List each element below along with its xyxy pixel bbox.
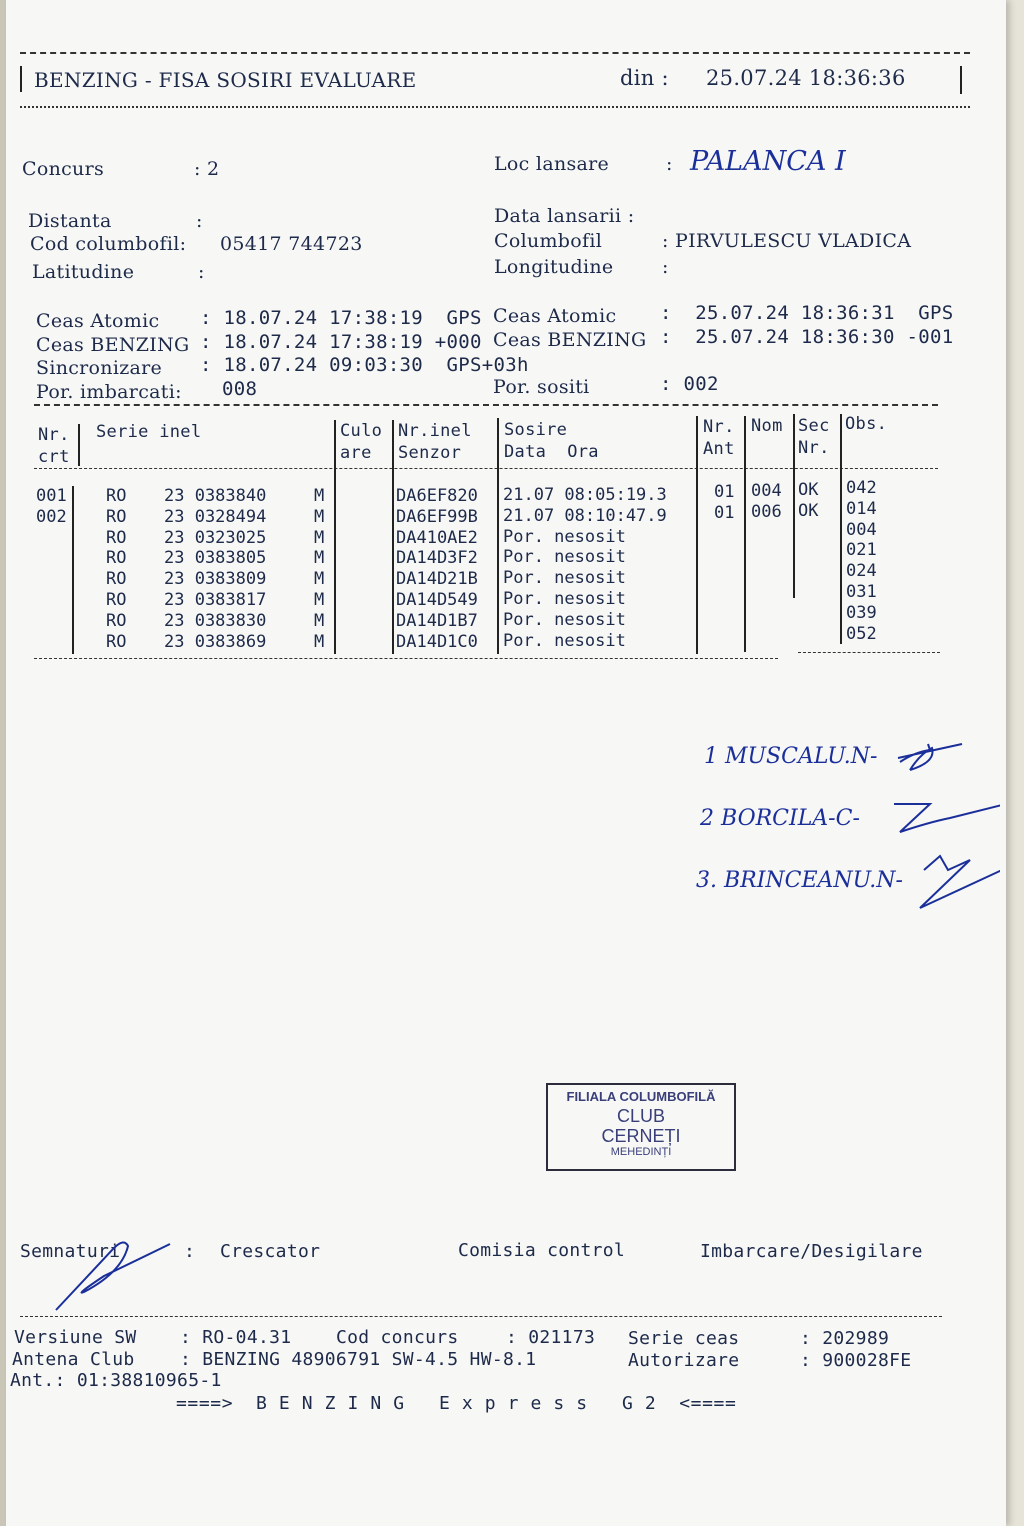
stamp-line-1: FILIALA COLUMBOFILĂ bbox=[566, 1089, 716, 1104]
right-ceas-atomic-label: Ceas Atomic bbox=[493, 305, 617, 327]
table-row-6-country: RO bbox=[106, 589, 127, 610]
stamp-line-3: CERNEȚI bbox=[601, 1126, 681, 1146]
table-row-6-ring: 23 0383817 bbox=[164, 589, 267, 610]
versiune-label: Versiune SW bbox=[14, 1327, 137, 1348]
column-obs bbox=[846, 478, 877, 644]
table-row-1-obs: 042 bbox=[846, 478, 877, 498]
column-nr bbox=[36, 486, 67, 528]
table-row-5-sex: M bbox=[314, 569, 325, 590]
table-row-2-nr: 002 bbox=[36, 506, 67, 527]
table-row-6-sex: M bbox=[314, 589, 325, 610]
table-row-2-ant: 01 bbox=[714, 502, 735, 523]
table-row-5-country: RO bbox=[106, 569, 127, 590]
loc-lansare-colon: : bbox=[666, 153, 673, 175]
table-row-8-sosire: Por. nesosit bbox=[503, 630, 626, 651]
table-row-5-senzor: DA14D21B bbox=[396, 569, 478, 590]
serie-ceas-label: Serie ceas bbox=[628, 1328, 740, 1349]
table-row-1-ant: 01 bbox=[714, 482, 735, 502]
table-row-5-sosire: Por. nesosit bbox=[503, 568, 626, 589]
cod-columbofil-value: 05417 744723 bbox=[220, 233, 363, 255]
table-row-4-obs: 021 bbox=[846, 540, 877, 561]
distanta-value: : bbox=[196, 210, 203, 232]
ant-line: Ant.: 01:38810965-1 bbox=[10, 1370, 222, 1391]
stamp-line-2: CLUB bbox=[616, 1106, 665, 1126]
table-row-8-obs: 052 bbox=[846, 623, 877, 644]
table-row-1-country: RO bbox=[106, 486, 127, 506]
handwritten-line-2: 2 BORCILA-C- bbox=[700, 806, 860, 831]
por-imbarcati-label: Por. imbarcati: bbox=[36, 380, 182, 403]
por-imbarcati-value: 008 bbox=[222, 377, 258, 400]
right-clock-values bbox=[660, 302, 953, 396]
distanta-label: Distanta bbox=[28, 210, 112, 232]
table-row-6-obs: 031 bbox=[846, 581, 877, 602]
ceas-atomic-label: Ceas Atomic bbox=[36, 310, 160, 332]
club-stamp bbox=[546, 1083, 736, 1171]
stamp-line-4: MEHEDINȚI bbox=[610, 1146, 672, 1158]
table-row-2-obs: 014 bbox=[846, 498, 877, 519]
header-nr-crt: Nr. crt bbox=[38, 425, 70, 467]
header-top-rule bbox=[20, 52, 970, 54]
ceas-atomic-value: : 18.07.24 17:38:19 GPS bbox=[200, 307, 482, 329]
table-row-7-sex: M bbox=[314, 610, 325, 631]
table-row-3-sex: M bbox=[314, 527, 325, 548]
por-sositi-label: Por. sositi bbox=[493, 375, 590, 398]
col-sep-4 bbox=[497, 418, 499, 654]
table-row-2-sec: OK bbox=[798, 500, 819, 521]
table-row-1-sex: M bbox=[314, 486, 325, 506]
concurs-value: : 2 bbox=[194, 158, 220, 180]
table-row-1-nom: 004 bbox=[751, 481, 782, 501]
col-sep-3 bbox=[392, 420, 394, 654]
sincronizare-value: : 18.07.24 09:03:30 GPS+03h bbox=[200, 354, 529, 376]
table-row-3-obs: 004 bbox=[846, 519, 877, 540]
col-sep-2 bbox=[334, 420, 336, 654]
antena-value: : BENZING 48906791 SW-4.5 HW-8.1 bbox=[180, 1349, 537, 1370]
table-row-4-sex: M bbox=[314, 548, 325, 569]
table-row-3-country: RO bbox=[106, 527, 127, 548]
col-sep-1-head bbox=[78, 424, 80, 466]
loc-lansare-handwritten: PALANCA I bbox=[690, 146, 846, 177]
header-serie-inel: Serie inel bbox=[96, 422, 202, 442]
latitudine-value: : bbox=[198, 261, 205, 283]
longitudine-value: : bbox=[662, 256, 669, 278]
columbofil-label: Columbofil bbox=[494, 230, 603, 252]
imbarcare-label: Imbarcare/Desigilare bbox=[700, 1241, 923, 1262]
table-row-7-sosire: Por. nesosit bbox=[503, 609, 626, 630]
ceas-benzing-value: : 18.07.24 17:38:19 +000 bbox=[200, 330, 482, 353]
cod-columbofil-label: Cod columbofil: bbox=[30, 233, 187, 255]
column-ring bbox=[164, 486, 266, 652]
header-nom: Nom bbox=[751, 416, 783, 436]
footer-top-rule bbox=[20, 1316, 942, 1317]
table-row-1-ring: 23 0383840 bbox=[164, 486, 267, 506]
header-culoare: Culo are bbox=[340, 421, 383, 463]
table-row-3-senzor: DA410AE2 bbox=[396, 527, 478, 548]
table-row-2-sosire: 21.07 08:10:47.9 bbox=[503, 505, 667, 526]
table-row-8-sex: M bbox=[314, 631, 325, 652]
table-row-8-country: RO bbox=[106, 631, 127, 652]
column-senzor bbox=[396, 486, 478, 652]
concurs-label: Concurs bbox=[22, 158, 105, 180]
handwritten-signature-marks bbox=[870, 722, 1000, 912]
column-sosire bbox=[503, 485, 667, 651]
column-country bbox=[106, 486, 126, 652]
header-left-bar bbox=[20, 66, 22, 92]
table-row-3-sosire: Por. nesosit bbox=[503, 526, 626, 547]
left-clock-labels bbox=[36, 310, 189, 404]
right-ceas-benzing-value: : 25.07.24 18:36:30 -001 bbox=[660, 325, 954, 348]
col-sep-8 bbox=[840, 414, 842, 644]
col-sep-1 bbox=[72, 486, 74, 654]
table-row-1-sec: OK bbox=[798, 480, 819, 500]
comisia-control-label: Comisia control bbox=[458, 1240, 626, 1261]
table-row-7-obs: 039 bbox=[846, 602, 877, 623]
table-row-6-senzor: DA14D549 bbox=[396, 589, 478, 610]
handwritten-line-1: 1 MUSCALU.N- bbox=[704, 744, 878, 769]
col-sep-6 bbox=[744, 416, 746, 652]
columbofil-value: : PIRVULESCU VLADICA bbox=[662, 230, 912, 252]
table-row-7-senzor: DA14D1B7 bbox=[396, 610, 478, 631]
autorizare-value: : 900028FE bbox=[800, 1350, 912, 1371]
loc-lansare-label: Loc lansare bbox=[494, 153, 610, 175]
table-row-4-ring: 23 0383805 bbox=[164, 548, 267, 569]
sincronizare-label: Sincronizare bbox=[36, 357, 163, 379]
header-obs: Obs. bbox=[845, 414, 888, 434]
cod-concurs-value: : 021173 bbox=[506, 1327, 596, 1348]
column-sec bbox=[798, 480, 818, 522]
table-row-1-senzor: DA6EF820 bbox=[396, 486, 478, 506]
table-row-6-sosire: Por. nesosit bbox=[503, 588, 626, 609]
column-nom bbox=[751, 481, 782, 523]
right-clock-labels bbox=[493, 305, 646, 399]
left-clock-values bbox=[200, 307, 529, 401]
header-right-bar bbox=[960, 66, 962, 94]
report-title: BENZING - FISA SOSIRI EVALUARE bbox=[34, 68, 417, 92]
ceas-benzing-label: Ceas BENZING bbox=[36, 333, 190, 356]
table-bottom-rule-left bbox=[34, 658, 778, 659]
crescator-label: Crescator bbox=[220, 1241, 321, 1262]
crescator-signature bbox=[44, 1232, 184, 1316]
table-row-1-sosire: 21.07 08:05:19.3 bbox=[503, 485, 667, 505]
col-sep-7 bbox=[793, 414, 795, 598]
right-ceas-atomic-value: : 25.07.24 18:36:31 GPS bbox=[660, 302, 954, 324]
right-ceas-benzing-label: Ceas BENZING bbox=[493, 328, 647, 351]
table-row-2-country: RO bbox=[106, 506, 127, 527]
column-sex bbox=[314, 486, 324, 652]
longitudine-label: Longitudine bbox=[494, 256, 614, 278]
table-top-rule bbox=[34, 404, 938, 406]
versiune-value: : RO-04.31 bbox=[180, 1327, 292, 1348]
autorizare-label: Autorizare bbox=[628, 1350, 740, 1371]
benzing-brand-line: ====> B E N Z I N G E x p r e s s G 2 <==== bbox=[176, 1393, 737, 1414]
column-ant bbox=[714, 482, 734, 524]
table-row-4-country: RO bbox=[106, 548, 127, 569]
header-sosire: Sosire Data Ora bbox=[504, 420, 599, 462]
antena-label: Antena Club bbox=[12, 1349, 135, 1370]
header-nr-ant: Nr. Ant bbox=[703, 417, 735, 459]
data-lansarii-label: Data lansarii : bbox=[494, 205, 635, 227]
table-header-rule bbox=[34, 468, 938, 469]
report-datetime: 25.07.24 18:36:36 bbox=[706, 66, 906, 90]
handwritten-line-3: 3. BRINCEANU.N- bbox=[696, 868, 903, 893]
latitudine-label: Latitudine bbox=[32, 261, 135, 283]
table-row-4-senzor: DA14D3F2 bbox=[396, 548, 478, 569]
table-row-5-ring: 23 0383809 bbox=[164, 569, 267, 590]
table-row-2-senzor: DA6EF99B bbox=[396, 506, 478, 527]
table-row-5-obs: 024 bbox=[846, 561, 877, 582]
semnaturi-colon: : bbox=[184, 1241, 196, 1262]
cod-concurs-label: Cod concurs bbox=[336, 1327, 459, 1348]
table-row-1-nr: 001 bbox=[36, 486, 67, 506]
table-row-3-ring: 23 0323025 bbox=[164, 527, 267, 548]
serie-ceas-value: : 202989 bbox=[800, 1328, 890, 1349]
din-label: din : bbox=[620, 66, 669, 90]
header-bottom-rule bbox=[20, 106, 970, 108]
por-sositi-value: : 002 bbox=[660, 372, 719, 395]
semnaturi-label: Semnaturi bbox=[20, 1241, 121, 1262]
table-row-2-ring: 23 0328494 bbox=[164, 506, 267, 527]
table-row-7-country: RO bbox=[106, 610, 127, 631]
table-row-4-sosire: Por. nesosit bbox=[503, 547, 626, 568]
header-sec-nr: Sec Nr. bbox=[798, 416, 830, 458]
table-row-2-sex: M bbox=[314, 506, 325, 527]
table-row-8-senzor: DA14D1C0 bbox=[396, 631, 478, 652]
col-sep-5 bbox=[696, 416, 698, 654]
table-bottom-rule-right bbox=[798, 652, 940, 653]
table-row-7-ring: 23 0383830 bbox=[164, 610, 267, 631]
table-row-8-ring: 23 0383869 bbox=[164, 631, 267, 652]
table-row-2-nom: 006 bbox=[751, 501, 782, 522]
header-nr-inel-senzor: Nr.inel Senzor bbox=[398, 421, 472, 463]
